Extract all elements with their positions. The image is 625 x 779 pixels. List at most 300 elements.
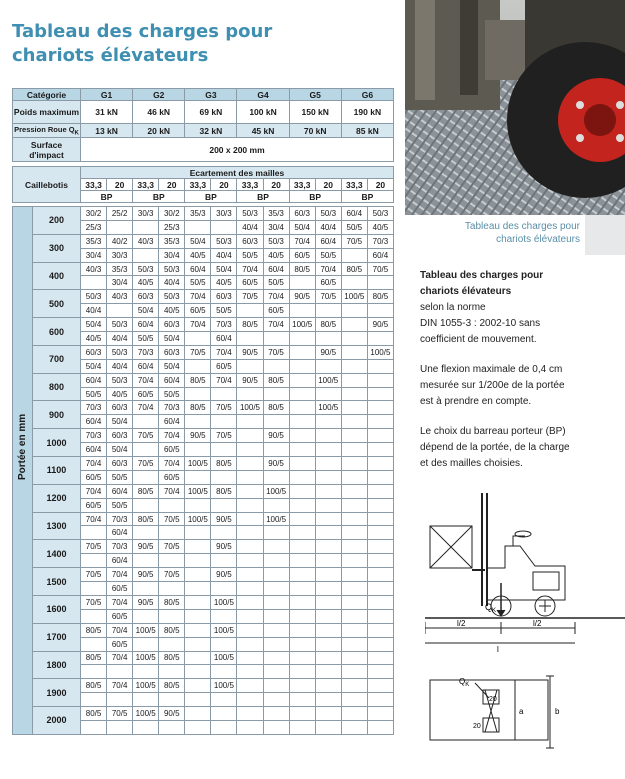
table-cell [107,220,133,234]
table-cell [315,720,341,734]
table-cell: 50/4 [81,359,107,373]
table-cell [237,554,263,568]
table-cell: 60/5 [237,276,263,290]
side-heading-1: Tableau des charges pour [420,270,544,281]
table-cell [185,720,211,734]
table-cell [289,457,315,471]
table-cell: 70/4 [211,345,237,359]
table-cell: 80/5 [81,651,107,665]
table-cell [263,387,289,401]
table-row [13,540,394,554]
table-cell [341,429,367,443]
table-cell: 40/5 [367,220,393,234]
table-cell: 60/5 [107,609,133,623]
poids-g3: 69 kN [185,101,237,124]
table-cell [367,457,393,471]
table-cell: 60/4 [107,526,133,540]
pression-g4: 45 kN [237,124,289,138]
span-value: 800 [33,373,81,401]
table-cell [315,443,341,457]
table-cell [341,470,367,484]
table-cell [107,304,133,318]
table-cell: 35/3 [159,234,185,248]
table-cell [263,693,289,707]
table-cell [237,595,263,609]
table-cell: 80/5 [211,457,237,471]
table-cell [367,637,393,651]
table-cell [237,665,263,679]
span-value: 400 [33,262,81,290]
table-cell: 60/5 [81,470,107,484]
table-row [13,679,394,693]
table-cell [367,443,393,457]
table-cell [237,457,263,471]
table-cell [185,651,211,665]
span-value: 1400 [33,540,81,568]
table-cell [159,498,185,512]
table-cell [341,359,367,373]
table-cell: 50/5 [133,332,159,346]
table-cell [341,457,367,471]
table-cell: 70/5 [315,290,341,304]
label-portee [13,207,33,735]
table-cell [289,582,315,596]
table-cell: 80/5 [185,373,211,387]
table-cell [289,637,315,651]
table-cell [107,665,133,679]
table-cell [81,582,107,596]
row-categorie [13,89,394,101]
table-cell [341,304,367,318]
table-cell [133,443,159,457]
table-cell: 50/3 [159,262,185,276]
side-flex-2: mesurée sur 1/200e de la portée [420,380,565,391]
pression-g3: 32 kN [185,124,237,138]
table-row [13,568,394,582]
span-value: 200 [33,207,81,235]
cat-g4: G4 [237,89,289,101]
table-cell: 80/5 [81,679,107,693]
table-cell [315,707,341,721]
span-label: l [497,645,499,654]
table-cell: 50/5 [107,498,133,512]
table-cell [315,387,341,401]
table-cell [367,595,393,609]
table-cell: 60/4 [315,234,341,248]
table-cell: 70/4 [185,318,211,332]
table-cell: 80/5 [263,401,289,415]
table-cell: 70/5 [211,401,237,415]
table-cell [367,609,393,623]
row-ecartement [13,167,394,179]
table-cell [185,637,211,651]
table-cell: 50/3 [81,290,107,304]
label-pression-text: Pression Roue Q [14,124,75,134]
table-cell: 100/5 [133,707,159,721]
table-cell: 50/4 [159,332,185,346]
table-cell [315,651,341,665]
table-cell: 70/3 [107,512,133,526]
table-cell [133,637,159,651]
table-cell: 60/4 [211,332,237,346]
table-cell [133,665,159,679]
table-cell [289,304,315,318]
table-cell [237,651,263,665]
table-cell: 100/5 [341,290,367,304]
table-cell [185,595,211,609]
table-cell: 70/4 [81,457,107,471]
table-cell: 70/3 [367,234,393,248]
table-cell [341,554,367,568]
table-row [13,207,394,221]
table-cell [341,526,367,540]
table-cell [315,332,341,346]
table-cell [289,568,315,582]
table-cell: 40/2 [107,234,133,248]
table-cell [315,679,341,693]
table-cell [289,679,315,693]
forklift-wheel-photo [405,0,625,215]
bp-g1: BP [81,191,133,203]
table-cell [237,332,263,346]
table-row [13,707,394,721]
table-cell [315,512,341,526]
table-cell: 60/4 [159,415,185,429]
table-cell [341,318,367,332]
span-value: 1500 [33,568,81,596]
table-cell [81,637,107,651]
table-cell: 60/5 [289,248,315,262]
table-cell [367,720,393,734]
table-cell [185,359,211,373]
table-cell: 60/3 [159,318,185,332]
table-cell: 90/5 [159,707,185,721]
label-ecartement: Ecartement des mailles [81,167,394,179]
cat-g5: G5 [289,89,341,101]
table-cell [367,540,393,554]
table-cell [341,679,367,693]
table-cell [289,484,315,498]
table-cell: 90/5 [211,512,237,526]
table-cell [367,498,393,512]
table-cell [341,498,367,512]
side-bp-3: et des mailles choisies. [420,458,523,469]
table-row [13,595,394,609]
table-row [13,512,394,526]
span-value: 900 [33,401,81,429]
table-cell: 100/5 [315,373,341,387]
table-cell [315,429,341,443]
table-cell: 80/5 [185,401,211,415]
table-cell: 60/4 [81,373,107,387]
table-cell [133,220,159,234]
table-cell: 70/4 [263,318,289,332]
table-cell: 70/4 [315,262,341,276]
table-cell [185,526,211,540]
table-cell [159,609,185,623]
table-cell [133,720,159,734]
table-cell: 50/3 [107,345,133,359]
table-cell [367,568,393,582]
half-span-right: l/2 [533,619,542,628]
table-cell: 60/5 [81,498,107,512]
table-cell: 80/5 [133,512,159,526]
table-cell: 80/5 [315,318,341,332]
table-cell [315,623,341,637]
span-value: 300 [33,234,81,262]
table-cell [133,693,159,707]
maille-g1-2: 20 [107,179,133,191]
table-cell: 50/3 [107,373,133,387]
table-cell: 80/5 [159,623,185,637]
span-value: 1100 [33,457,81,485]
table-cell: 100/5 [133,623,159,637]
table-cell: 100/5 [133,679,159,693]
table-cell: 90/5 [315,345,341,359]
table-cell [263,665,289,679]
table-cell: 70/4 [133,401,159,415]
table-cell: 50/5 [237,248,263,262]
side-bp-2: dépend de la portée, de la charge [420,442,570,453]
table-cell [237,582,263,596]
table-cell [367,526,393,540]
table-cell: 40/4 [107,332,133,346]
table-cell [289,540,315,554]
table-cell [289,554,315,568]
table-cell: 100/5 [185,512,211,526]
table-cell: 50/4 [289,220,315,234]
table-cell [81,276,107,290]
table-cell [289,443,315,457]
table-cell: 30/2 [81,207,107,221]
table-cell: 90/5 [133,595,159,609]
dim-20-b: 20 [473,723,481,730]
span-value: 2000 [33,707,81,735]
table-cell: 90/5 [133,568,159,582]
qk-sub: K [492,608,497,614]
table-cell [159,693,185,707]
table-cell: 60/4 [341,207,367,221]
table-cell: 100/5 [211,651,237,665]
table-cell [315,693,341,707]
table-cell: 35/3 [263,207,289,221]
maille-g4-2: 20 [263,179,289,191]
table-cell [185,609,211,623]
table-cell [237,540,263,554]
table-cell [211,526,237,540]
table-cell [211,443,237,457]
span-value: 1200 [33,484,81,512]
table-cell: 25/3 [159,220,185,234]
table-cell [289,359,315,373]
poids-g4: 100 kN [237,101,289,124]
table-cell [263,540,289,554]
table-cell [185,332,211,346]
bp-g3: BP [185,191,237,203]
table-cell: 40/5 [81,332,107,346]
table-cell [289,470,315,484]
table-cell [263,720,289,734]
surface-value: 200 x 200 mm [81,138,394,162]
table-cell: 50/4 [159,359,185,373]
table-cell [341,415,367,429]
table-cell: 70/4 [107,651,133,665]
span-value: 1700 [33,623,81,651]
table-cell: 40/4 [107,359,133,373]
table-row [13,651,394,665]
side-heading-2: chariots élévateurs [420,286,512,297]
table-cell [289,429,315,443]
table-cell [185,679,211,693]
table-cell [81,693,107,707]
table-cell [81,609,107,623]
table-cell: 60/4 [263,262,289,276]
table-cell [341,540,367,554]
table-cell [263,443,289,457]
table-cell [263,582,289,596]
table-cell [315,304,341,318]
table-cell: 80/5 [237,318,263,332]
span-value: 1800 [33,651,81,679]
poids-g6: 190 kN [341,101,393,124]
table-cell [341,582,367,596]
table-cell [211,220,237,234]
table-cell: 70/4 [81,484,107,498]
table-cell: 80/5 [159,651,185,665]
table-cell [263,568,289,582]
table-cell [211,387,237,401]
table-cell: 30/3 [107,248,133,262]
table-cell [315,484,341,498]
table-cell: 40/5 [185,248,211,262]
table-cell [211,554,237,568]
table-cell: 40/5 [263,248,289,262]
maille-g2-2: 20 [159,179,185,191]
label-portee-text: Portée en mm [17,413,28,480]
table-cell: 50/3 [211,234,237,248]
table-cell [341,651,367,665]
table-cell [289,498,315,512]
table-cell [133,582,159,596]
table-cell [185,693,211,707]
table-cell [315,637,341,651]
table-cell [81,720,107,734]
table-cell: 50/3 [133,262,159,276]
table-cell: 70/5 [81,568,107,582]
table-row [13,401,394,415]
table-cell: 60/4 [107,554,133,568]
side-norm-block [420,268,610,348]
table-cell [263,470,289,484]
table-cell [237,498,263,512]
table-cell [315,665,341,679]
table-cell: 80/5 [341,262,367,276]
table-cell [315,554,341,568]
table-cell: 70/4 [107,595,133,609]
poids-g2: 46 kN [133,101,185,124]
table-cell: 60/3 [107,401,133,415]
table-cell [367,401,393,415]
table-cell [237,415,263,429]
row-pression [13,124,394,138]
side-flex-1: Une flexion maximale de 0,4 cm [420,364,563,375]
cat-g2: G2 [133,89,185,101]
table-cell: 60/5 [159,443,185,457]
table-row [13,290,394,304]
pression-g6: 85 kN [341,124,393,138]
table-cell [341,568,367,582]
table-cell [367,429,393,443]
maille-g5-1: 33,3 [289,179,315,191]
table-row [13,484,394,498]
maille-g6-2: 20 [367,179,393,191]
table-cell [367,512,393,526]
table-cell [289,387,315,401]
table-cell: 70/5 [237,290,263,304]
title-line-2: chariots élévateurs [12,45,209,66]
table-cell: 70/3 [81,429,107,443]
table-cell [263,554,289,568]
table-cell: 100/5 [185,457,211,471]
table-cell [185,554,211,568]
table-cell: 50/4 [107,443,133,457]
table-cell: 70/4 [107,623,133,637]
table-cell: 50/3 [107,318,133,332]
table-cell: 50/4 [185,234,211,248]
photo-caption [430,220,580,246]
table-cell [211,637,237,651]
table-cell: 30/4 [107,276,133,290]
side-norm-2: DIN 1055-3 : 2002-10 sans [420,318,541,329]
table-cell: 60/5 [133,387,159,401]
table-cell [263,498,289,512]
table-cell [367,707,393,721]
table-cell: 70/3 [159,401,185,415]
table-cell [211,498,237,512]
table-cell [341,595,367,609]
table-cell: 50/4 [211,262,237,276]
side-text [420,268,610,482]
table-cell [237,512,263,526]
qk-label-2 [459,677,469,688]
table-cell [185,540,211,554]
span-value: 600 [33,318,81,346]
label-poids: Poids maximum [13,101,81,124]
table-cell [289,401,315,415]
table-cell [263,332,289,346]
table-cell [185,665,211,679]
table-cell [289,720,315,734]
contact-area-diagram [425,668,625,768]
table-cell [289,693,315,707]
table-cell [341,609,367,623]
table-cell [237,484,263,498]
table-cell [107,720,133,734]
maille-g6-1: 33,3 [341,179,367,191]
table-cell: 100/5 [211,679,237,693]
span-value: 1900 [33,679,81,707]
table-cell: 40/5 [107,387,133,401]
table-cell: 30/4 [263,220,289,234]
table-cell [289,373,315,387]
span-value: 1600 [33,595,81,623]
row-poids [13,101,394,124]
side-norm-1: selon la norme [420,302,486,313]
table-cell [237,720,263,734]
table-cell: 100/5 [367,345,393,359]
table-cell [159,637,185,651]
table-cell [185,498,211,512]
